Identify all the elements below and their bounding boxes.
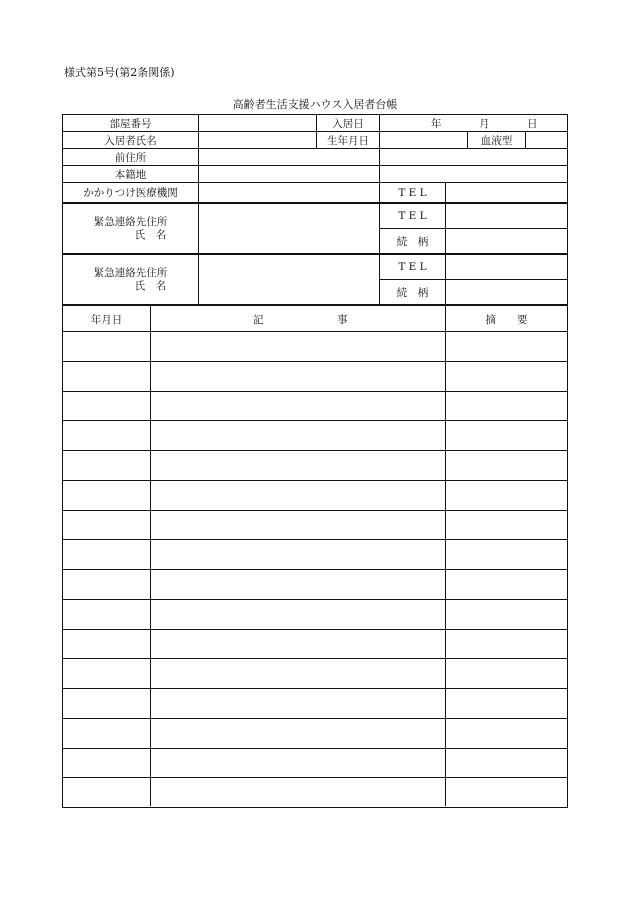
log-record-cell[interactable]	[151, 392, 445, 422]
emergency-address-label: 緊急連絡先住所	[93, 215, 168, 228]
log-summary-cell[interactable]	[446, 659, 567, 689]
log-summary-cell[interactable]	[446, 778, 567, 808]
table-row	[63, 451, 567, 481]
emergency-2-relation-label: 続 柄	[396, 286, 429, 299]
resident-name-label: 入居者氏名	[104, 134, 157, 147]
log-date-cell[interactable]	[63, 600, 150, 630]
record-header-char-2: 事	[337, 313, 348, 326]
log-summary-cell[interactable]	[446, 600, 567, 630]
log-record-cell[interactable]	[151, 659, 445, 689]
log-summary-cell[interactable]	[446, 481, 567, 511]
log-summary-cell[interactable]	[446, 332, 567, 362]
log-date-cell[interactable]	[63, 570, 150, 600]
table-row	[63, 570, 567, 600]
log-record-cell[interactable]	[151, 570, 445, 600]
emergency-2-tel-field[interactable]	[446, 255, 567, 279]
table-row	[63, 600, 567, 630]
table-row	[63, 362, 567, 392]
log-date-cell[interactable]	[63, 362, 150, 392]
record-header-char-1: 記	[253, 313, 264, 326]
log-summary-cell[interactable]	[446, 570, 567, 600]
log-record-header	[151, 307, 445, 331]
emergency-1-tel-label: T E L	[398, 210, 427, 222]
emergency-address-label: 緊急連絡先住所	[93, 266, 168, 279]
log-summary-cell[interactable]	[446, 719, 567, 749]
table-row	[63, 749, 567, 779]
clinic-tel-field[interactable]	[446, 183, 567, 202]
log-date-cell[interactable]	[63, 540, 150, 570]
day-label: 日	[527, 117, 538, 130]
log-date-cell[interactable]	[63, 421, 150, 451]
table-row	[63, 421, 567, 451]
log-summary-header: 摘 要	[485, 313, 528, 326]
table-row	[63, 778, 567, 808]
table-row	[63, 719, 567, 749]
log-date-cell[interactable]	[63, 511, 150, 541]
log-record-cell[interactable]	[151, 511, 445, 541]
log-date-cell[interactable]	[63, 689, 150, 719]
move-in-date-label: 入居日	[332, 117, 364, 130]
log-date-cell[interactable]	[63, 332, 150, 362]
log-record-cell[interactable]	[151, 481, 445, 511]
log-date-cell[interactable]	[63, 659, 150, 689]
log-record-cell[interactable]	[151, 749, 445, 779]
log-summary-cell[interactable]	[446, 392, 567, 422]
clinic-tel-label: T E L	[398, 186, 427, 199]
emergency-1-relation-label: 続 柄	[396, 235, 429, 248]
log-record-cell[interactable]	[151, 600, 445, 630]
table-row	[63, 659, 567, 689]
table-row	[63, 511, 567, 541]
log-record-cell[interactable]	[151, 451, 445, 481]
blood-type-field[interactable]	[526, 132, 567, 148]
log-record-cell[interactable]	[151, 778, 445, 808]
room-number-label: 部屋番号	[109, 117, 152, 130]
log-record-cell[interactable]	[151, 689, 445, 719]
emergency-name-label: 氏 名	[134, 279, 167, 292]
log-date-cell[interactable]	[63, 719, 150, 749]
log-record-cell[interactable]	[151, 332, 445, 362]
table-row	[63, 630, 567, 660]
log-date-header: 年月日	[90, 313, 123, 326]
log-record-cell[interactable]	[151, 719, 445, 749]
clinic-field[interactable]	[199, 183, 379, 202]
table-row	[63, 689, 567, 719]
log-summary-cell[interactable]	[446, 451, 567, 481]
registered-domicile-field[interactable]	[199, 166, 567, 182]
log-record-cell[interactable]	[151, 540, 445, 570]
year-label: 年	[431, 117, 442, 130]
resident-name-field[interactable]	[199, 132, 316, 148]
resident-register-form	[62, 114, 568, 808]
log-summary-cell[interactable]	[446, 540, 567, 570]
form-number-label: 様式第5号(第2条関係)	[64, 66, 175, 79]
emergency-1-tel-field[interactable]	[446, 204, 567, 228]
emergency-2-relation-field[interactable]	[446, 280, 567, 304]
log-record-cell[interactable]	[151, 362, 445, 392]
log-summary-cell[interactable]	[446, 630, 567, 660]
emergency-1-relation-field[interactable]	[446, 229, 567, 253]
birth-date-label: 生年月日	[327, 134, 369, 147]
registered-domicile-label: 本籍地	[114, 168, 147, 181]
emergency-contact-2-field[interactable]	[199, 255, 379, 304]
room-number-field[interactable]	[199, 115, 316, 131]
page-title: 高齢者生活支援ハウス入居者台帳	[232, 98, 398, 111]
log-summary-cell[interactable]	[446, 362, 567, 392]
table-row	[63, 540, 567, 570]
blood-type-label: 血液型	[480, 134, 513, 147]
emergency-contact-1-label	[63, 204, 198, 253]
log-record-cell[interactable]	[151, 421, 445, 451]
emergency-2-tel-label: T E L	[398, 261, 427, 273]
log-date-cell[interactable]	[63, 749, 150, 779]
log-summary-cell[interactable]	[446, 511, 567, 541]
log-date-cell[interactable]	[63, 481, 150, 511]
emergency-name-label: 氏 名	[134, 228, 167, 241]
log-summary-cell[interactable]	[446, 749, 567, 779]
log-date-cell[interactable]	[63, 392, 150, 422]
log-summary-cell[interactable]	[446, 689, 567, 719]
previous-address-field[interactable]	[199, 149, 567, 165]
emergency-contact-1-field[interactable]	[199, 204, 379, 253]
log-date-cell[interactable]	[63, 630, 150, 660]
log-date-cell[interactable]	[63, 778, 150, 808]
log-date-cell[interactable]	[63, 451, 150, 481]
table-row	[63, 332, 567, 362]
table-row	[63, 392, 567, 422]
table-row	[63, 481, 567, 511]
birth-date-field[interactable]	[380, 132, 467, 148]
move-in-date-field[interactable]	[379, 115, 567, 131]
log-record-cell[interactable]	[151, 630, 445, 660]
clinic-label: かかりつけ医療機関	[83, 187, 178, 199]
emergency-contact-2-label	[63, 255, 198, 304]
log-summary-cell[interactable]	[446, 421, 567, 451]
previous-address-label: 前住所	[114, 151, 147, 164]
month-label: 月	[479, 117, 490, 130]
